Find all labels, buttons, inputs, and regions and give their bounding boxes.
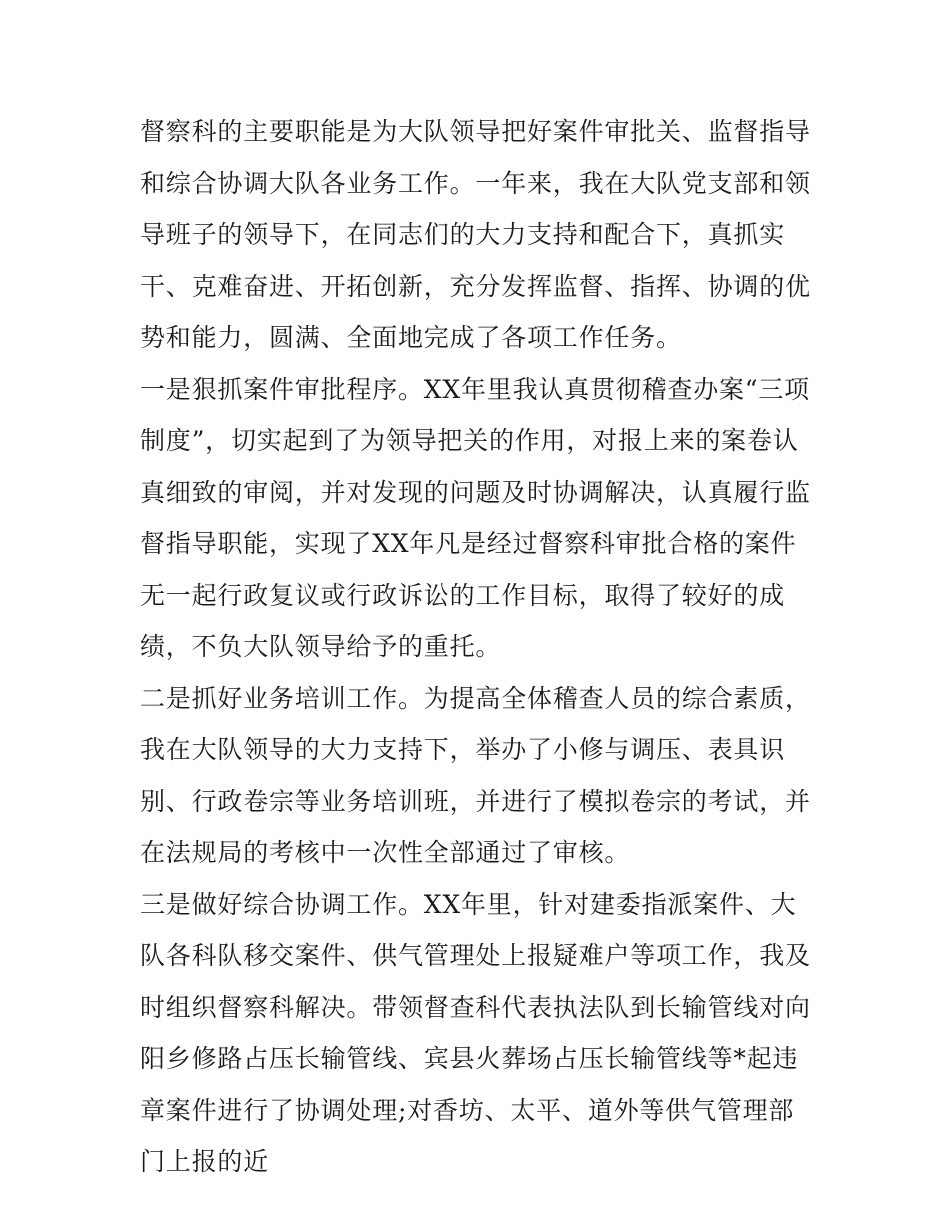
paragraph-training: 二是抓好业务培训工作。为提高全体稽查人员的综合素质，我在大队领导的大力支持下，举办了小修与调压、表具识别、行政卷宗等业务培训班，并进行了模拟卷宗的考试，并在法规局的考核中一次性全部通过了审核。 xyxy=(140,683,811,867)
document-body xyxy=(140,106,820,1188)
paragraph-case-approval: 一是狠抓案件审批程序。XX年里我认真贯彻稽查办案“三项制度”，切实起到了为领导把关的作用，对报上来的案卷认真细致的审阅，并对发现的问题及时协调解决，认真履行监督指导职能，实现了XX年凡是经过督察科审批合格的案件无一起行政复议或行政诉讼的工作目标，取得了较好的成绩，不负大队领导给予的重托。 xyxy=(140,374,811,661)
paragraph-coordination: 三是做好综合协调工作。XX年里，针对建委指派案件、大队各科队移交案件、供气管理处上报疑难户等项工作，我及时组织督察科解决。带领督查科代表执法队到长输管线对向阳乡修路占压长输管线、宾县火葬场占压长输管线等*起违章案件进行了协调处理;对香坊、太平、道外等供气管理部门上报的近 xyxy=(140,889,811,1176)
paragraph-intro: 督察科的主要职能是为大队领导把好案件审批关、监督指导和综合协调大队各业务工作。一年来，我在大队党支部和领导班子的领导下，在同志们的大力支持和配合下，真抓实干、克难奋进、开拓创新，充分发挥监督、指挥、协调的优势和能力，圆满、全面地完成了各项工作任务。 xyxy=(140,117,811,352)
